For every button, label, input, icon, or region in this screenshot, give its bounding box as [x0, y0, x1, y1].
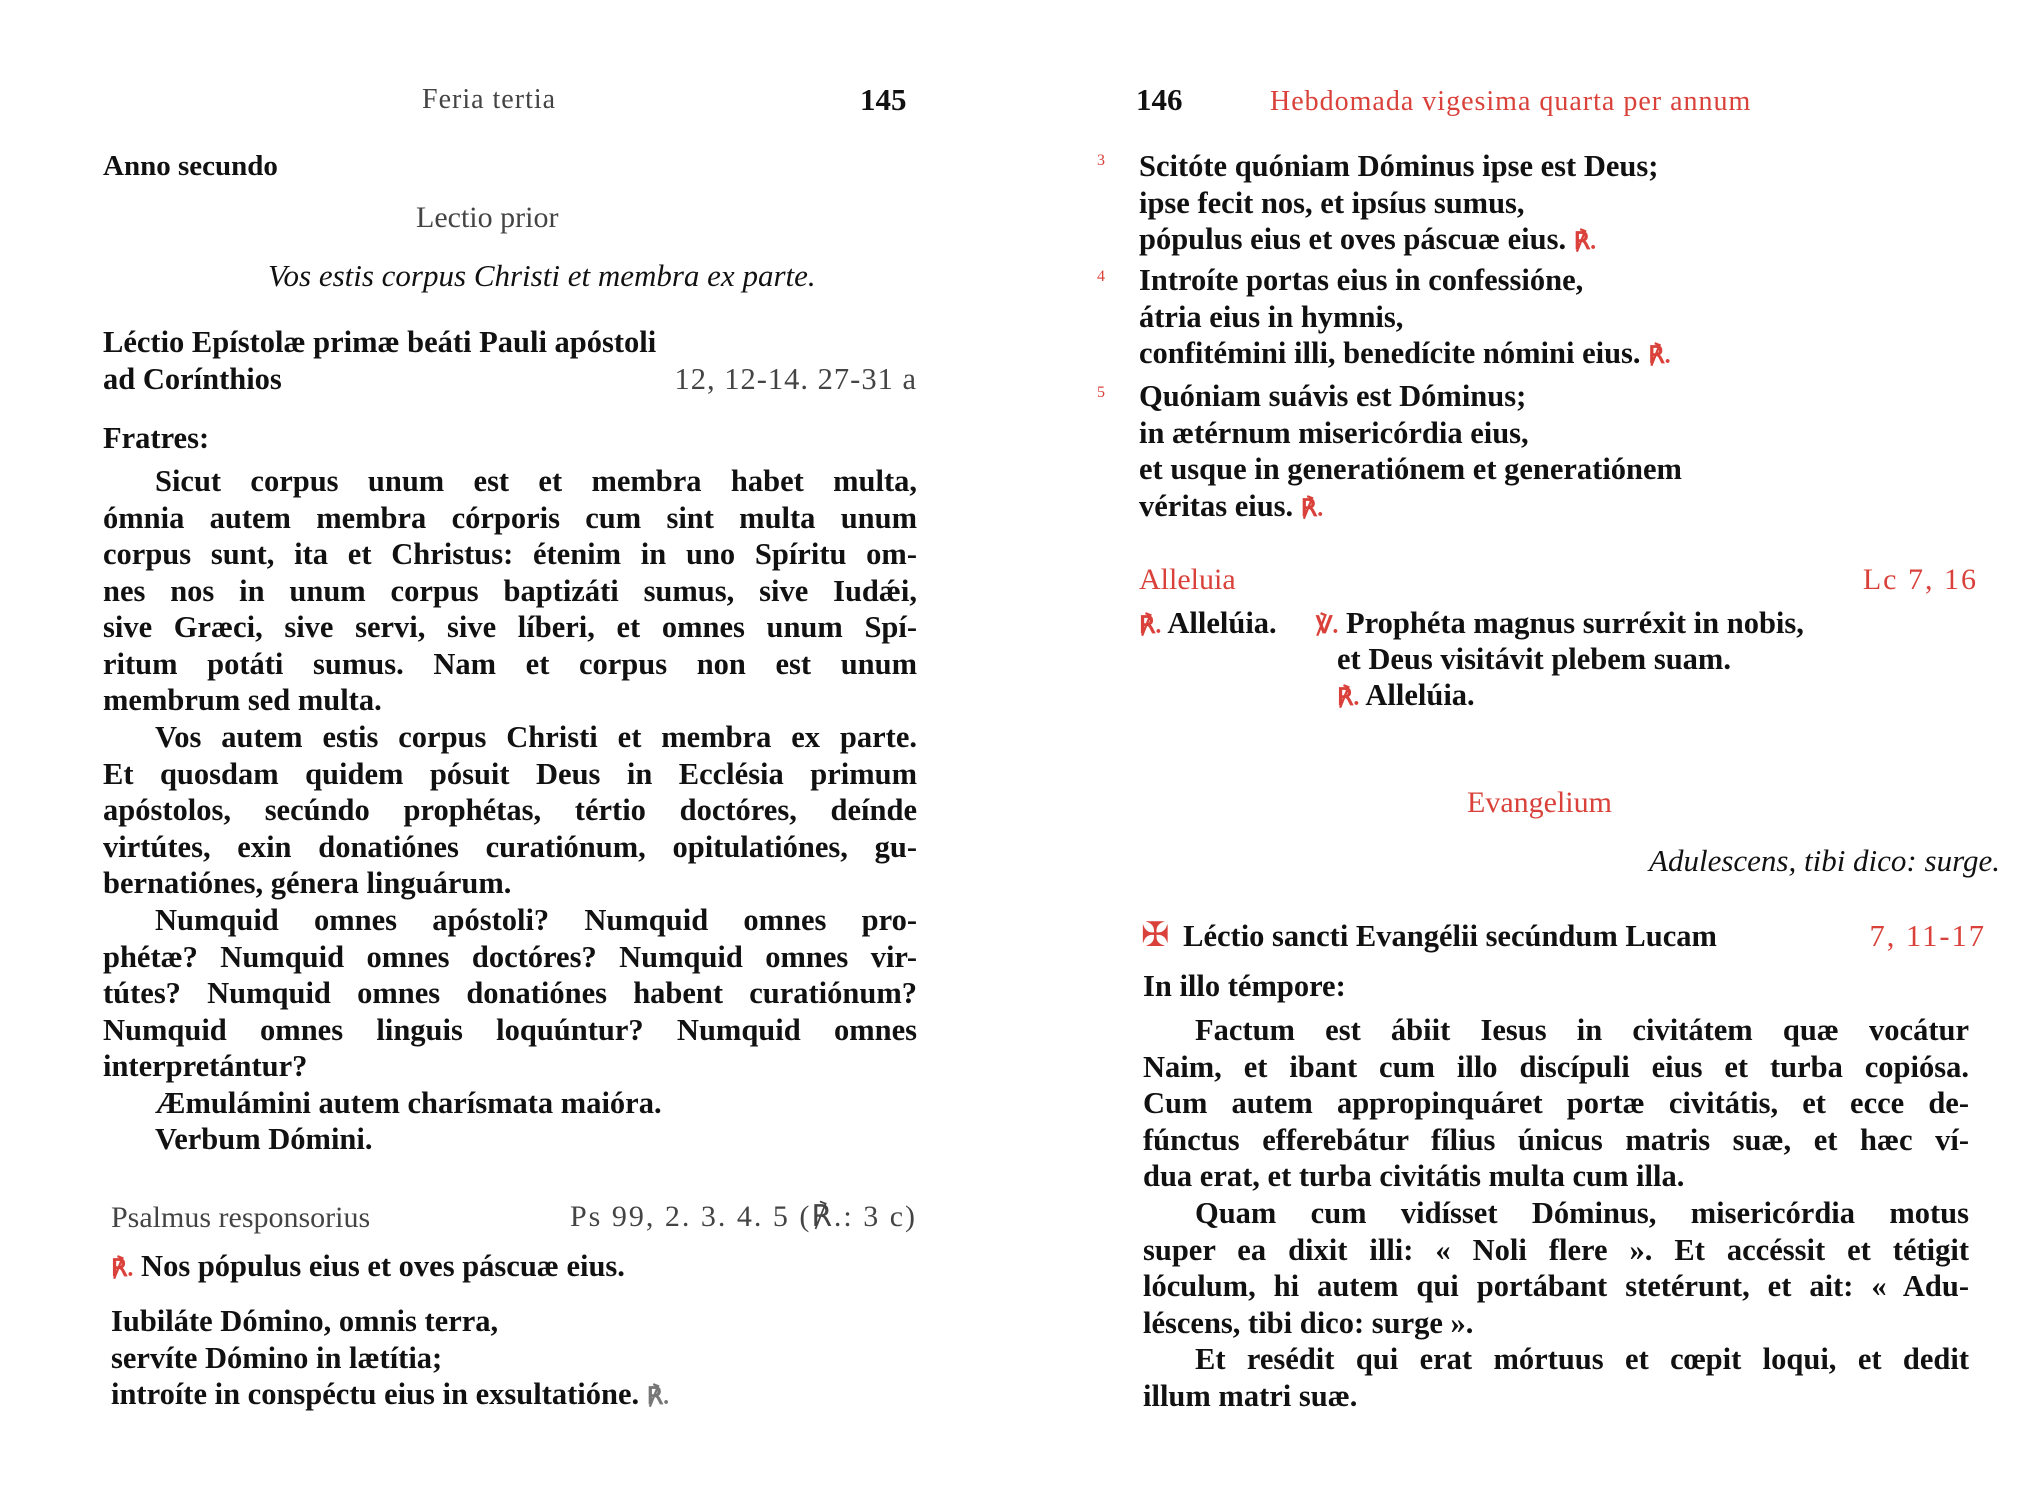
stanza-line: átria eius in hymnis, — [1139, 299, 1404, 334]
text-line: Et quosdam quidem pósuit Deus in Ecclésia primum — [103, 756, 917, 791]
psalm-response-text: Nos pópulus eius et oves páscuæ eius. — [141, 1249, 625, 1283]
text-line: dua erat, et turba civitátis multa cum illa. — [1143, 1159, 1685, 1193]
stanza-line: in ætérnum misericórdia eius, — [1139, 415, 1529, 450]
gospel-label: Evangelium — [1467, 786, 1612, 819]
gospel-paragraph-1 — [1143, 1012, 1969, 1195]
text-line: corpus sunt, ita et Christus: étenim in uno Spíritu om- — [103, 537, 917, 571]
stanza-line — [1139, 335, 1671, 375]
stanza-line-text: confitémini illi, benedícite nómini eius. — [1139, 336, 1641, 370]
stanza-line-text: introíte in conspéctu eius in exsultatióne. — [111, 1377, 640, 1411]
alleluia-closing — [1337, 677, 1475, 717]
text-line: ritum potáti sumus. Nam et corpus non est unum — [103, 646, 917, 681]
psalm-stanza — [111, 1303, 669, 1416]
alleluia-closing-text: Allelúia. — [1365, 678, 1475, 712]
text-line: virtútes, exin donatiónes curatiónum, opitulatiónes, gu- — [103, 829, 917, 864]
versicle-symbol: ℣. — [1316, 613, 1339, 639]
reading-paragraph-1 — [103, 463, 917, 719]
response-symbol: ℟. — [1337, 685, 1360, 711]
text-line: bernatiónes, génera linguárum. — [103, 866, 512, 900]
text-line: Et resédit qui erat mórtuus et cœpit loqui, et dedit — [1195, 1342, 1969, 1376]
psalm-response — [111, 1248, 625, 1288]
text-line: sive Græci, sive servi, sive líberi, et omnes unum Spí- — [103, 610, 917, 644]
running-head: Feria tertia — [422, 84, 557, 115]
reading-reference: 12, 12-14. 27-31 a — [674, 362, 917, 396]
verse-number: 3 — [1097, 152, 1105, 169]
stanza-line — [111, 1376, 669, 1416]
stanza-line: Scitóte quóniam Dóminus ipse est Deus; — [1139, 149, 1659, 183]
text-line: Vos autem estis corpus Christi et membra ex parte. — [155, 720, 917, 754]
reading-title-line2: ad Corínthios — [103, 362, 282, 396]
stanza-line: Iubiláte Dómino, omnis terra, — [111, 1304, 499, 1338]
gospel-summary: Adulescens, tibi dico: surge. — [1649, 843, 2000, 878]
response-symbol: ℟. — [1573, 229, 1597, 255]
section-heading: Anno secundo — [103, 150, 278, 182]
reading-label: Lectio prior — [416, 201, 559, 234]
response-symbol: ℟. — [111, 1256, 134, 1282]
salutation: Fratres: — [103, 421, 210, 455]
text-line: Sicut corpus unum est et membra habet multa, — [155, 464, 917, 498]
text-line: tútes? Numquid omnes donatiónes habent curatiónum? — [103, 976, 917, 1010]
text-line: Numquid omnes linguis loquúntur? Numquid omnes — [103, 1012, 917, 1047]
stanza-line: Introíte portas eius in confessióne, — [1139, 263, 1584, 297]
verse-number: 5 — [1097, 384, 1105, 401]
text-line: super ea dixit illi: « Noli flere ». Et accéssit et tétigit — [1143, 1232, 1969, 1267]
stanza-line: Quóniam suávis est Dóminus; — [1139, 379, 1527, 413]
response-symbol: ℟. — [646, 1384, 670, 1410]
psalm-stanza-1 — [1139, 148, 1658, 261]
gospel-paragraph-3 — [1143, 1341, 1969, 1414]
text-line: Naim, et ibant cum illo discípuli eius et turba copiósa. — [1143, 1049, 1969, 1084]
page-number: 146 — [1136, 82, 1183, 117]
verse-number: 4 — [1097, 268, 1105, 285]
alleluia-text: Allelúia. — [1167, 606, 1277, 640]
text-line: Factum est ábiit Iesus in civitátem quæ vocátur — [1195, 1013, 1969, 1047]
gospel-paragraph-2 — [1143, 1195, 1969, 1341]
psalm-stanza-2 — [1139, 262, 1671, 375]
alleluia-reference: Lc 7, 16 — [1862, 563, 1978, 596]
text-line: léscens, tibi dico: surge ». — [1143, 1305, 1474, 1340]
text-line: membrum sed multa. — [103, 683, 382, 717]
reading-paragraph-3 — [103, 902, 917, 1085]
alleluia-verse-line2: et Deus visitávit plebem suam. — [1337, 642, 1731, 676]
response-symbol: ℟. — [1648, 343, 1671, 369]
text-line: ómnia autem membra córporis cum sint multa unum — [103, 500, 917, 535]
psalm-label: Psalmus responsorius — [111, 1201, 371, 1234]
text-line: Cum autem appropinquáret portæ civitátis, et ecce de- — [1143, 1086, 1969, 1120]
reading-summary: Vos estis corpus Christi et membra ex parte. — [268, 258, 816, 293]
alleluia-verse — [1316, 605, 1804, 645]
stanza-line-text: pópulus eius et oves páscuæ eius. — [1139, 222, 1567, 256]
stanza-line — [1139, 488, 1682, 528]
stanza-line: servíte Dómino in lætítia; — [111, 1340, 443, 1375]
reading-paragraph-2 — [103, 719, 917, 902]
text-line: Numquid omnes apóstoli? Numquid omnes pro- — [155, 903, 917, 937]
alleluia-verse-line1: Prophéta magnus surréxit in nobis, — [1346, 606, 1804, 640]
psalm-stanza-3 — [1139, 378, 1682, 527]
text-line: nes nos in unum corpus baptizáti sumus, sive Iudǽi, — [103, 573, 917, 608]
text-line: interpretántur? — [103, 1049, 308, 1083]
verbum-domini: Verbum Dómini. — [155, 1122, 373, 1156]
stanza-line: et usque in generatiónem et generatiónem — [1139, 452, 1682, 486]
psalm-reference: Ps 99, 2. 3. 4. 5 (℟.: 3 c) — [569, 1200, 917, 1233]
stanza-line — [1139, 221, 1658, 261]
right-page — [1011, 0, 2022, 1500]
text-line: illum matri suæ. — [1143, 1378, 1358, 1413]
cross-icon: ✠ — [1141, 917, 1170, 954]
gospel-reference: 7, 11-17 — [1869, 919, 1986, 953]
response-symbol: ℟. — [1300, 495, 1324, 522]
gospel-intro: In illo témpore: — [1143, 969, 1346, 1003]
stanza-line: ipse fecit nos, et ipsíus sumus, — [1139, 185, 1525, 220]
reading-title-line1: Léctio Epístolæ primæ beáti Pauli apóstoli — [103, 325, 657, 359]
text-line: apóstolos, secúndo prophétas, tértio doctóres, deínde — [103, 793, 917, 827]
response-symbol: ℟. — [1139, 613, 1162, 639]
text-line: fúnctus efferebátur fílius únicus matris suæ, et hæc ví- — [1143, 1122, 1969, 1157]
text-line: lóculum, hi autem qui portábant stetérunt, et ait: « Adu- — [1143, 1269, 1969, 1303]
gospel-title — [1141, 918, 1717, 955]
alleluia-label: Alleluia — [1139, 563, 1236, 596]
running-head: Hebdomada vigesima quarta per annum — [1270, 86, 1752, 117]
gospel-title-text: Léctio sancti Evangélii secúndum Lucam — [1183, 919, 1717, 953]
text-line: phétæ? Numquid omnes doctóres? Numquid omnes vir- — [103, 939, 917, 974]
stanza-line-text: véritas eius. — [1139, 488, 1294, 523]
page-number: 145 — [860, 82, 907, 117]
emulamini-line: Æmulámini autem charísmata maióra. — [155, 1086, 662, 1120]
text-line: Quam cum vidísset Dóminus, misericórdia motus — [1195, 1196, 1969, 1230]
alleluia-response — [1139, 605, 1277, 645]
